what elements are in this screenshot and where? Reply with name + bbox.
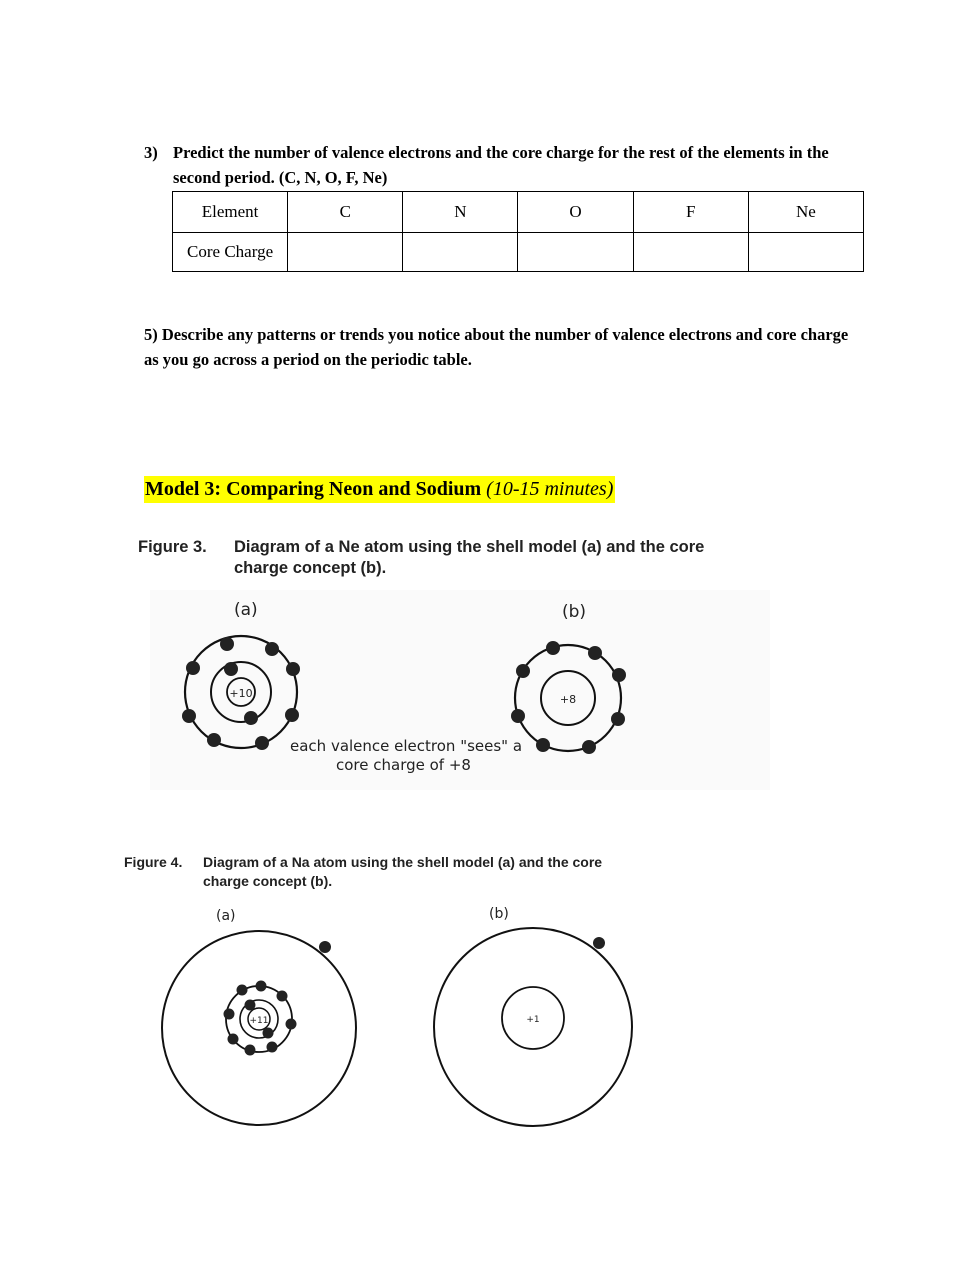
electron	[267, 1042, 278, 1053]
figure-3-caption-line-1: Diagram of a Ne atom using the shell model (a) and the core	[234, 538, 705, 556]
na-shell-model	[162, 908, 356, 1125]
electron	[285, 708, 299, 722]
table-cell: F	[633, 192, 748, 233]
table-cell: N	[403, 192, 518, 233]
table-cell: Element	[173, 192, 288, 233]
core-charge-b: +8	[559, 693, 577, 706]
electron	[582, 740, 596, 754]
electron	[277, 991, 288, 1002]
electron	[245, 1045, 256, 1056]
electron	[244, 711, 258, 725]
figure-3-note-line-2: core charge of +8	[336, 756, 471, 774]
valence-electron	[593, 937, 605, 949]
table-cell: Core Charge	[173, 233, 288, 272]
electron	[588, 646, 602, 660]
electron	[546, 641, 560, 655]
figure-3-part-b-label: (b)	[562, 602, 587, 622]
figure-4-part-b-label: (b)	[489, 906, 509, 922]
valence-shell	[434, 928, 632, 1126]
model-3-time: (10-15 minutes)	[486, 478, 614, 500]
question-3-text: Predict the number of valence electrons and the core charge for the rest of the elements in the second period. (C, N, O, F, Ne)	[173, 143, 829, 187]
electron	[516, 664, 530, 678]
table-cell: C	[288, 192, 403, 233]
electron	[224, 1009, 235, 1020]
electron	[265, 642, 279, 656]
valence-electron	[319, 941, 331, 953]
electron	[186, 661, 200, 675]
question-5-text: 5) Describe any patterns or trends you notice about the number of valence electrons and core charge as you go across a period on the periodic table.	[144, 325, 849, 369]
electron	[207, 733, 221, 747]
table-cell: Ne	[748, 192, 863, 233]
electron	[256, 981, 267, 992]
model-3-title-text: Model 3: Comparing Neon and Sodium	[145, 478, 482, 500]
electron	[263, 1028, 274, 1039]
table-cell: O	[518, 192, 633, 233]
question-3-number: 3)	[144, 143, 158, 162]
electron	[245, 1000, 256, 1011]
electron	[612, 668, 626, 682]
electron	[228, 1034, 239, 1045]
core-charge-na-b: +1	[526, 1015, 540, 1025]
nucleus-charge-na-a: +11	[249, 1016, 269, 1026]
na-core-charge-model	[434, 906, 632, 1126]
nucleus-charge-a: +10	[229, 687, 253, 700]
figure-3-part-a-label: (a)	[234, 600, 258, 620]
electron	[536, 738, 550, 752]
electron	[611, 712, 625, 726]
electron	[286, 662, 300, 676]
electron	[220, 637, 234, 651]
electron	[511, 709, 525, 723]
electron	[224, 662, 238, 676]
outer-shell	[162, 931, 356, 1125]
figure-4-caption-line-1: Diagram of a Na atom using the shell model (a) and the core	[203, 854, 603, 870]
figure-4-part-a-label: (a)	[216, 908, 236, 924]
figure-3-caption-line-2: charge concept (b).	[234, 559, 387, 577]
figure-3-note-line-1: each valence electron "sees" a	[290, 737, 523, 755]
figure-3-label: Figure 3.	[138, 538, 207, 556]
electron	[237, 985, 248, 996]
figure-4-caption-line-2: charge concept (b).	[203, 873, 333, 889]
electron	[286, 1019, 297, 1030]
figure-4-label: Figure 4.	[124, 854, 183, 870]
electron	[182, 709, 196, 723]
electron	[255, 736, 269, 750]
